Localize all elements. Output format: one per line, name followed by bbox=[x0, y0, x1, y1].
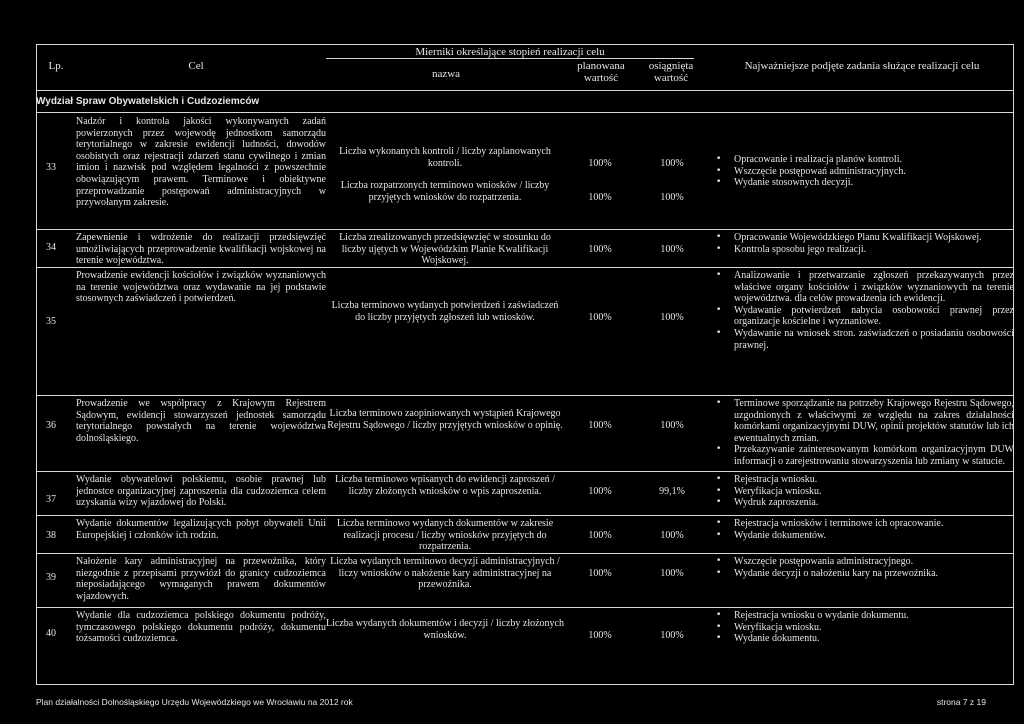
row-number: 40 bbox=[46, 628, 56, 639]
tasks-list bbox=[712, 232, 1014, 255]
footer-document-title: Plan działalności Dolnośląskiego Urzędu Wojewódzkiego we Wrocławiu na 2012 rok bbox=[36, 697, 353, 707]
table-header bbox=[36, 44, 1014, 90]
measure-name: Liczba terminowo wpisanych do ewidencji zaproszeń / liczby złożonych wniosków o wpis zaproszenia. bbox=[335, 474, 555, 497]
left-border bbox=[36, 44, 37, 684]
planned-value: 100% bbox=[588, 630, 612, 641]
task-item: • Rejestracja wniosku o wydanie dokumentu. bbox=[712, 610, 1014, 622]
measure-name: Liczba terminowo zaopiniowanych wystąpień Krajowego Rejestru Sądowego / liczby przyjętych wniosków o opinię. bbox=[327, 408, 563, 431]
section-title: Wydział Spraw Obywatelskich i Cudzoziemców bbox=[36, 96, 260, 107]
task-item: • Wydanie dokumentu. bbox=[712, 633, 1014, 645]
planned-value: 100% bbox=[588, 192, 612, 203]
goal-text: Prowadzenie ewidencji kościołów i związków wyznaniowych na terenie województwa oraz wydawanie na jej podstawie stosownych zaświadczeń i potwierdzeń. bbox=[76, 270, 326, 305]
tasks-list bbox=[712, 474, 1014, 509]
measure-name: Liczba wydanych dokumentów i decyzji / liczby złożonych wniosków. bbox=[326, 618, 564, 641]
row-separator bbox=[36, 395, 1014, 396]
task-item: • Weryfikacja wniosku. bbox=[712, 622, 1014, 634]
footer-page-number: strona 7 z 19 bbox=[936, 697, 986, 707]
task-item: • Kontrola sposobu jego realizacji. bbox=[712, 244, 1014, 256]
task-item: • Wydawanie potwierdzeń nabycia osobowości prawnej przez organizacje kościelne i wyznaniowe. bbox=[712, 305, 1014, 328]
task-item: • Przekazywanie zainteresowanym komórkom organizacyjnym DUW informacji o zarejestrowaniu stowarzyszenia lub zmiany w statucie. bbox=[712, 444, 1014, 467]
tasks-list bbox=[712, 556, 1014, 579]
row-separator bbox=[36, 229, 1014, 230]
achieved-value: 99,1% bbox=[659, 486, 685, 497]
achieved-value: 100% bbox=[660, 630, 684, 641]
achieved-value: 100% bbox=[660, 420, 684, 431]
row-separator bbox=[36, 515, 1014, 516]
header-cel: Cel bbox=[188, 60, 204, 72]
task-item: • Wydanie decyzji o nałożeniu kary na przewoźnika. bbox=[712, 568, 1014, 580]
planned-value: 100% bbox=[588, 420, 612, 431]
header-planned: planowana wartość bbox=[577, 60, 625, 84]
goal-text: Zapewnienie i wdrożenie do realizacji przedsięwzięć umożliwiających przeprowadzenie kwalifikacji wojskowej na terenie województwa. bbox=[76, 232, 326, 267]
tasks-list bbox=[712, 154, 1014, 189]
row-separator bbox=[36, 267, 1014, 268]
task-item: • Opracowanie Wojewódzkiego Planu Kwalifikacji Wojskowej. bbox=[712, 232, 1014, 244]
header-lp: Lp. bbox=[48, 60, 64, 72]
tasks-list bbox=[712, 398, 1014, 468]
achieved-value: 100% bbox=[660, 312, 684, 323]
row-number: 36 bbox=[46, 420, 56, 431]
goal-text: Wydanie dla cudzoziemca polskiego dokumentu podróży, tymczasowego polskiego dokumentu podróży, dokumentu tożsamości cudzoziemca. bbox=[76, 610, 326, 645]
task-item: • Rejestracja wniosku. bbox=[712, 474, 1014, 486]
task-item: • Rejestracja wniosków i terminowe ich opracowanie. bbox=[712, 518, 1014, 530]
measure-name: Liczba zrealizowanych przedsięwzięć w stosunku do liczby ujętych w Wojewódzkim Planie Kwalifikacji Wojskowej. bbox=[339, 232, 551, 267]
tasks-list bbox=[712, 610, 1014, 645]
task-item: • Terminowe sporządzanie na potrzeby Krajowego Rejestru Sądowego, uzgodnionych z właściwymi ze względu na zakres działalności komórkami organizacyjnymi DUW, opinii projektów statutów lub ich ewentualnych zmian. bbox=[712, 398, 1014, 444]
goal-text: Wydanie obywatelowi polskiemu, osobie prawnej lub jednostce organizacyjnej zaproszenia dla cudzoziemca celem uzyskania wizy wjazdowej do Polski. bbox=[76, 474, 326, 509]
row-number: 38 bbox=[46, 530, 56, 541]
planned-value: 100% bbox=[588, 486, 612, 497]
planned-value: 100% bbox=[588, 158, 612, 169]
achieved-value: 100% bbox=[660, 192, 684, 203]
task-item: • Wydawanie na wniosek stron. zaświadczeń o posiadaniu osobowości prawnej. bbox=[712, 328, 1014, 351]
header-measures-group: Mierniki określające stopień realizacji celu bbox=[415, 46, 605, 58]
task-item: • Wydruk zaproszenia. bbox=[712, 497, 1014, 509]
measure-name: Liczba wydanych terminowo decyzji administracyjnych / liczy wniosków o nałożenie kary administracyjnej na przewoźnika. bbox=[330, 556, 560, 591]
header-achieved: osiągnięta wartość bbox=[648, 60, 694, 84]
row-number: 37 bbox=[46, 494, 56, 505]
goal-text: Wydanie dokumentów legalizujących pobyt obywateli Unii Europejskiej i członków ich rodzin. bbox=[76, 518, 326, 541]
row-separator bbox=[36, 553, 1014, 554]
achieved-value: 100% bbox=[660, 158, 684, 169]
row-separator bbox=[36, 607, 1014, 608]
bottom-border bbox=[36, 684, 1014, 685]
planned-value: 100% bbox=[588, 568, 612, 579]
task-item: • Wydanie stosownych decyzji. bbox=[712, 177, 1014, 189]
row-number: 35 bbox=[46, 316, 56, 327]
task-item: • Opracowanie i realizacja planów kontroli. bbox=[712, 154, 1014, 166]
goal-text: Nadzór i kontrola jakości wykonywanych zadań powierzonych przez wojewodę jednostkom samorządu terytorialnego w zakresie ewidencji ludności, dowodów osobistych oraz rejestracji zdarzeń stanu cywilnego i zmian imion i nazwisk pod względem legalności z powszechnie obowiązującym prawem. Terminowe i obiektywne przeprowadzanie postępowań administracyjnych w przywołanym zakresie. bbox=[76, 116, 326, 209]
task-item: • Analizowanie i przetwarzanie zgłoszeń przekazywanych przez właściwe organy kościołów i związków wyznaniowych na terenie województwa. dla celów prowadzenia ich ewidencji. bbox=[712, 270, 1014, 305]
task-item: • Wydanie dokumentów. bbox=[712, 530, 1014, 542]
tasks-list bbox=[712, 270, 1014, 351]
row-number: 39 bbox=[46, 572, 56, 583]
achieved-value: 100% bbox=[660, 244, 684, 255]
header-name: nazwa bbox=[431, 68, 461, 80]
measure-name: Liczba wykonanych kontroli / liczby zaplanowanych kontroli. bbox=[339, 146, 551, 169]
header-bottom-border bbox=[36, 90, 1014, 91]
goal-text: Prowadzenie we współpracy z Krajowym Rejestrem Sądowym, ewidencji stowarzyszeń jednostek samorządu terytorialnego powstałych na terenie województwa dolnośląskiego. bbox=[76, 398, 326, 444]
measure-name: Liczba terminowo wydanych dokumentów w zakresie realizacji procesu / liczby wniosków przyjętych do rozpatrzenia. bbox=[336, 518, 554, 553]
planned-value: 100% bbox=[588, 530, 612, 541]
achieved-value: 100% bbox=[660, 568, 684, 579]
planned-value: 100% bbox=[588, 312, 612, 323]
row-number: 34 bbox=[46, 242, 56, 253]
row-number: 33 bbox=[46, 162, 56, 173]
goal-text: Nałożenie kary administracyjnej na przewoźnika, który niezgodnie z przepisami przywiózł do granicy cudzoziemca nieposiadającego wymaganych prawem dokumentów wjazdowych. bbox=[76, 556, 326, 602]
task-item: • Weryfikacja wniosku. bbox=[712, 486, 1014, 498]
header-tasks: Najważniejsze podjęte zadania służące realizacji celu bbox=[744, 60, 980, 72]
section-bottom-border bbox=[36, 112, 1014, 113]
achieved-value: 100% bbox=[660, 530, 684, 541]
planned-value: 100% bbox=[588, 244, 612, 255]
row-separator bbox=[36, 471, 1014, 472]
tasks-list bbox=[712, 518, 1014, 541]
measure-name: Liczba terminowo wydanych potwierdzeń i zaświadczeń do liczby przyjętych zgłoszeń lub wniosków. bbox=[331, 300, 559, 323]
task-item: • Wszczęcie postępowania administracyjnego. bbox=[712, 556, 1014, 568]
measure-name: Liczba rozpatrzonych terminowo wniosków / liczby przyjętych wniosków do rozpatrzenia. bbox=[340, 180, 550, 203]
task-item: • Wszczęcie postępowań administracyjnych. bbox=[712, 166, 1014, 178]
right-border bbox=[1013, 44, 1014, 684]
